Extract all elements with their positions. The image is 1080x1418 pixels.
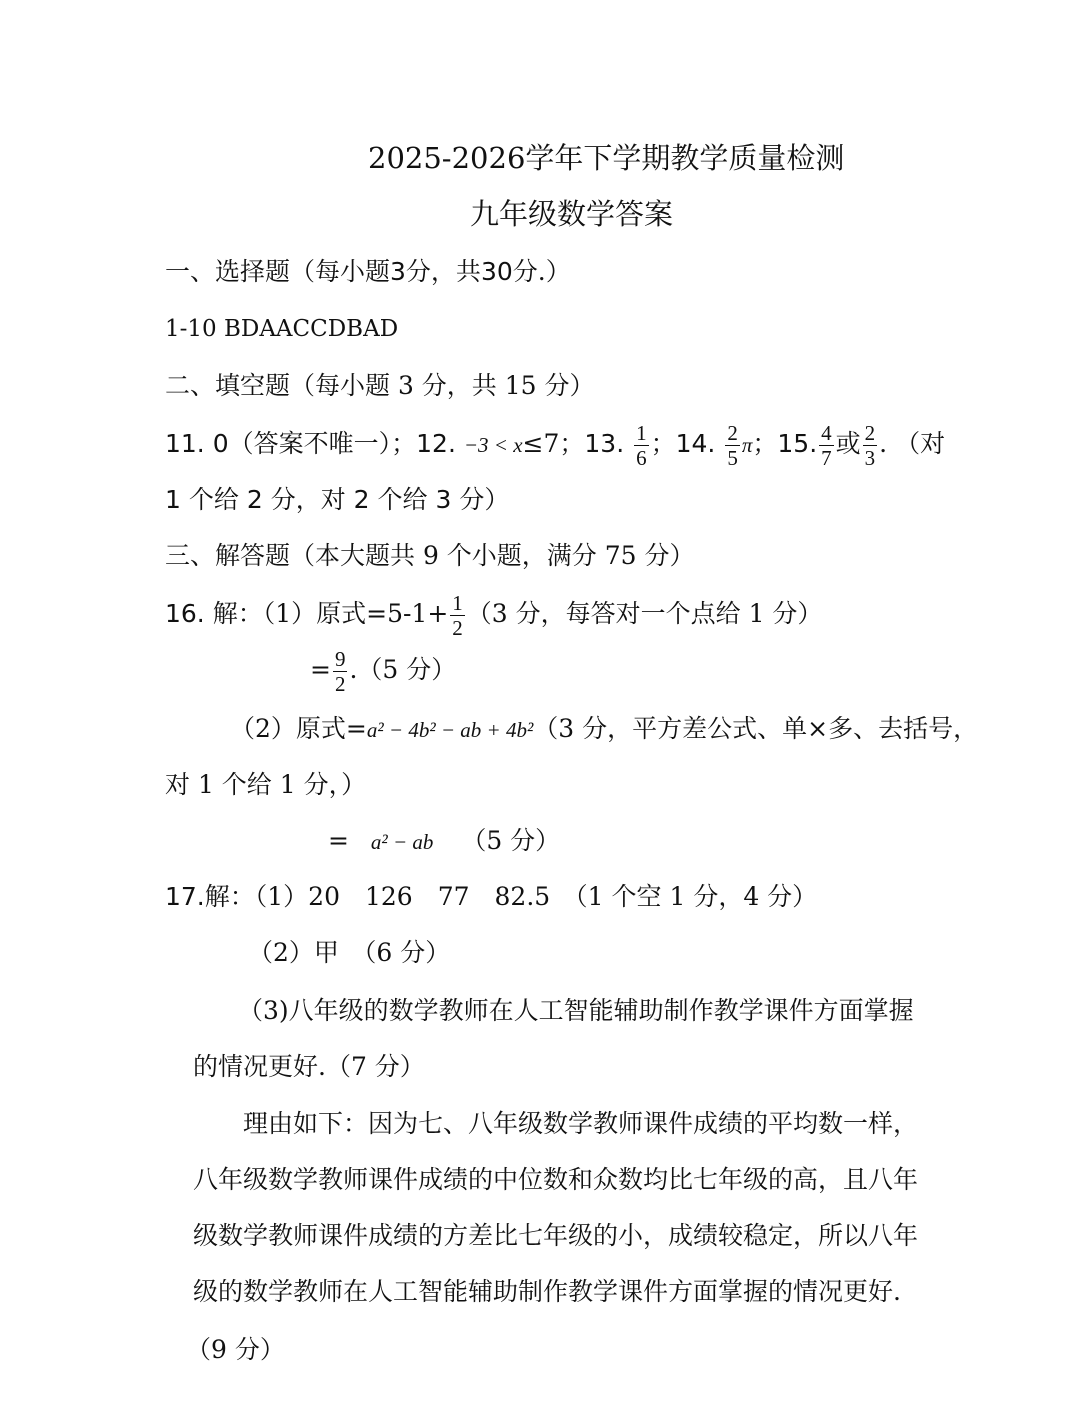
q16-part1-numerator: 1: [452, 591, 463, 615]
q13-separator: ；: [650, 429, 676, 459]
q16-part2-note-line2: 对 1 个给 1 分，）: [165, 770, 367, 799]
q17-part3-line2: 的情况更好.（7 分）: [193, 1052, 425, 1081]
q13-fraction: [634, 422, 649, 469]
section1-heading: [165, 258, 571, 287]
q12-rest: ≤7；: [522, 429, 585, 459]
q15-note-part: 个给: [188, 485, 239, 514]
section1-heading-text: 一、选择题（每小题: [165, 257, 391, 286]
q15-a-numerator: 4: [821, 421, 832, 445]
q17-reason-line5: （9 分）: [186, 1335, 285, 1364]
q12-expression: −3 < x: [463, 433, 523, 458]
q15-b-denominator: 3: [864, 446, 876, 471]
q17-reason-line2: 八年级数学教师课件成绩的中位数和众数均比七年级的高，且八年: [193, 1165, 919, 1194]
q16-part2: [230, 715, 978, 744]
q15-fraction-a: [819, 422, 834, 469]
doc-subtitle: 九年级数学答案: [470, 197, 674, 231]
q13-denominator: 6: [636, 446, 647, 471]
section1-points-total: 30: [480, 257, 513, 286]
q16-part1: [165, 592, 822, 639]
section1-heading-text-2: 分，共: [405, 257, 481, 286]
section1-points-each: 3: [390, 257, 406, 286]
q15-note-part: 3: [435, 485, 452, 514]
q17-reason-line3: 级数学教师课件成绩的方差比七年级的小，成绩较稳定，所以八年: [193, 1221, 919, 1250]
section3-heading: 三、解答题（本大题共 9 个小题，满分 75 分）: [165, 541, 695, 570]
q16-part2-expression: a² − 4b² − ab + 4b²: [366, 718, 534, 742]
q14-denominator: 5: [727, 446, 738, 471]
q17-number: 17.: [165, 882, 205, 911]
q16-part1-text: 解：（1）原式=5-1+: [212, 599, 449, 629]
section2-heading: 二、填空题（每小题 3 分，共 15 分）: [165, 371, 595, 400]
q17-part3-line1: （3)八年级的数学教师在人工智能辅助制作教学课件方面掌握: [238, 996, 914, 1025]
q11-number: 11.: [165, 429, 205, 459]
q16-part2-result: [328, 827, 560, 856]
q15-fraction-b: [863, 422, 878, 469]
q17-part1-text: 解：（1）20 126 77 82.5 （1 个空 1 分，4 分）: [204, 882, 818, 911]
q14-number: 14.: [675, 429, 716, 459]
fill-blank-answers-line: [165, 422, 945, 469]
q14-numerator: 2: [727, 421, 738, 445]
q16-part1-fraction: [450, 592, 465, 639]
q16-part1-note: （3 分，每答对一个点给 1 分）: [466, 599, 823, 629]
q17-reason-line4: 级的数学教师在人工智能辅助制作教学课件方面掌握的情况更好.: [193, 1277, 901, 1306]
q15-note-part: 个给: [377, 485, 428, 514]
q16-number: 16.: [165, 599, 205, 629]
q16-result-note: .（5 分）: [349, 655, 457, 685]
q16-part2-label: （2）原式=: [230, 714, 367, 743]
section1-answers: 1-10 BDAACCDBAD: [165, 316, 399, 342]
q16-result-fraction: [333, 648, 348, 695]
q11-answer: 0: [212, 429, 229, 459]
q16-part2-result-note: （5 分）: [461, 826, 561, 855]
q11-note: （答案不唯一）；: [228, 429, 417, 459]
q15-b-numerator: 2: [864, 421, 876, 445]
doc-title: 2025-2026学年下学期教学质量检测: [368, 141, 845, 175]
q16-equals: =: [310, 655, 331, 685]
q15-number: 15.: [777, 429, 818, 459]
q16-part2-note: （3 分，平方差公式、单×多、去括号，: [533, 714, 979, 743]
q16-result-denominator: 2: [334, 672, 346, 697]
q15-a-denominator: 7: [821, 446, 832, 471]
q15-scoring-note: [165, 486, 509, 515]
q16-part2-equals: =: [328, 826, 349, 855]
q15-note-part: 分，对: [270, 485, 346, 514]
q15-note-part: 1: [165, 485, 181, 514]
q15-or: 或: [835, 429, 861, 459]
q14-fraction: [725, 422, 740, 469]
q16-result-numerator: 9: [334, 647, 346, 671]
q13-number: 13.: [584, 429, 625, 459]
q17-part2: （2）甲 （6 分）: [248, 938, 451, 967]
q12-number: 12.: [416, 429, 456, 459]
q15-note-part: 分）: [459, 485, 510, 514]
section1-heading-text-3: 分.）: [512, 257, 571, 286]
q14-pi: π: [741, 433, 753, 458]
q15-note-part: 2: [353, 485, 370, 514]
q14-separator: ；: [752, 429, 778, 459]
q17-part1: [165, 883, 817, 912]
q15-tail: . （对: [879, 429, 946, 459]
q17-reason-line1: 理由如下：因为七、八年级数学教师课件成绩的平均数一样，: [243, 1109, 919, 1138]
q16-part1-denominator: 2: [452, 616, 463, 641]
q13-numerator: 1: [636, 421, 647, 445]
q16-part2-result-expression: a² − ab: [370, 830, 434, 854]
q15-note-part: 2: [246, 485, 263, 514]
q16-part1-result: [310, 648, 456, 695]
